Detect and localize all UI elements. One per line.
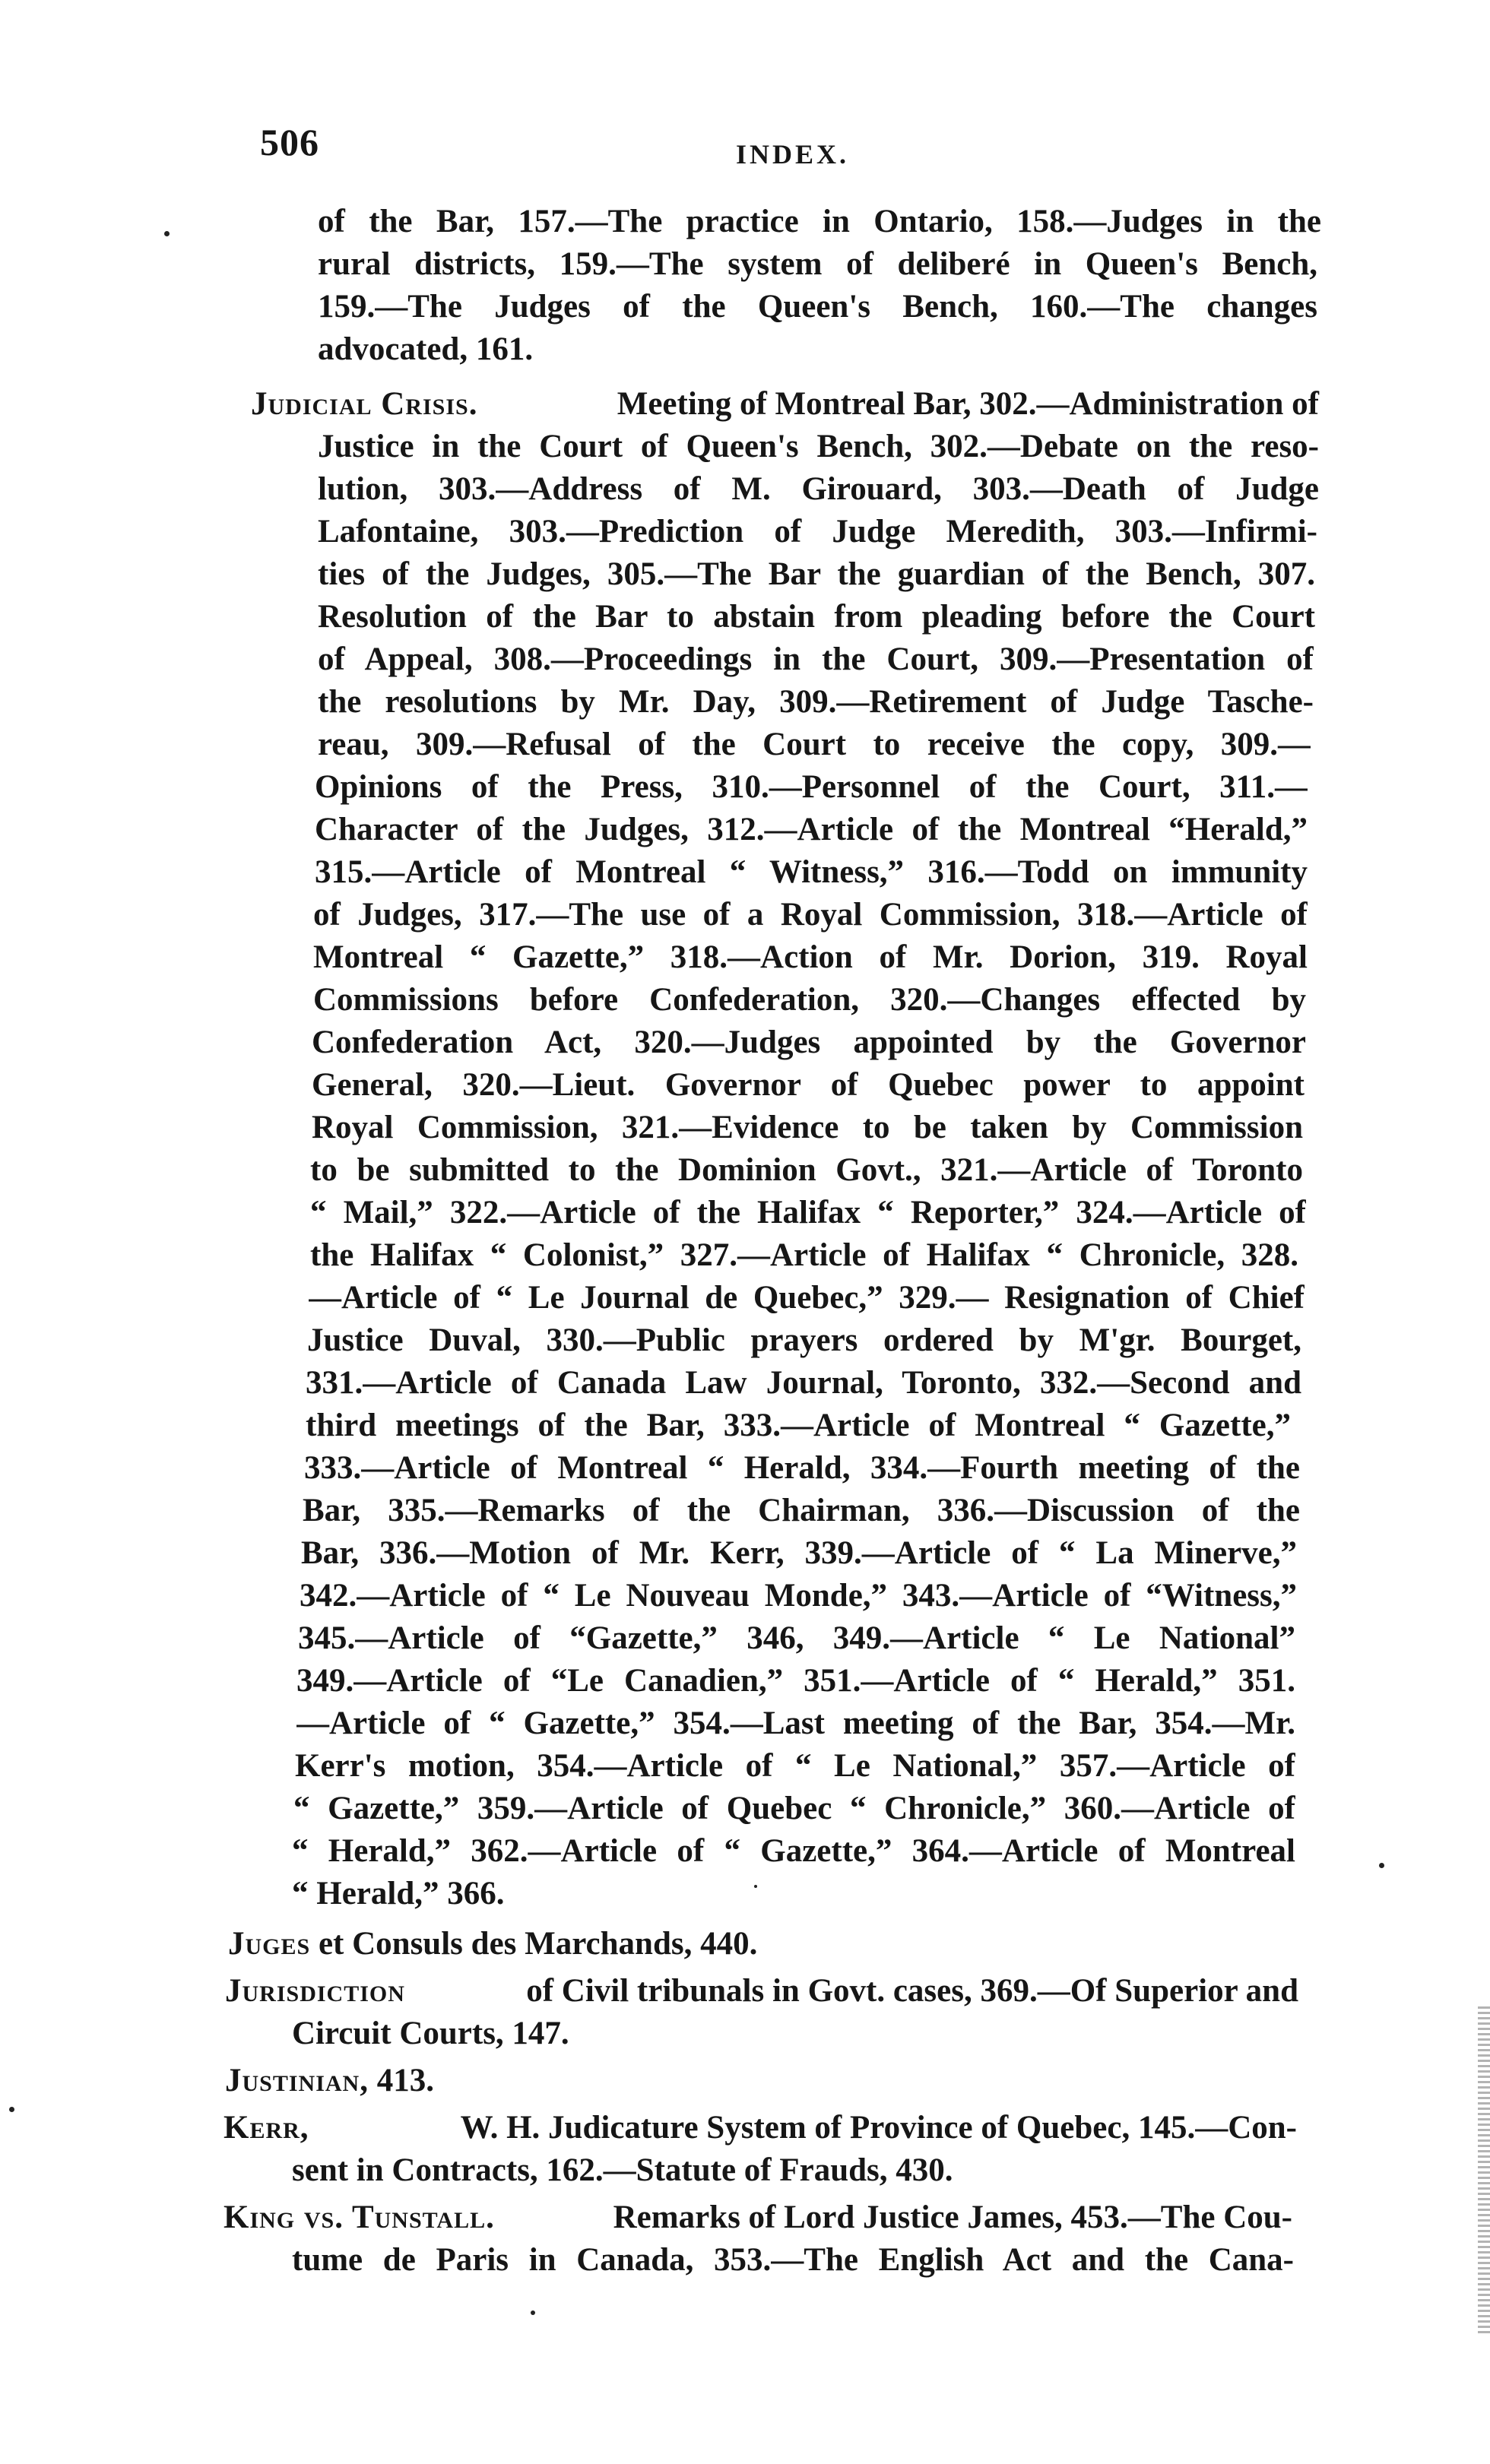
index-line: ties of the Judges, 305.—The Bar the guardian of the Bench, 307.: [318, 556, 1315, 592]
index-line: Kerr's motion, 354.—Article of “ Le National,” 357.—Article of: [295, 1748, 1295, 1784]
index-line: —Article of “ Gazette,” 354.—Last meeting of the Bar, 354.—Mr.: [296, 1705, 1295, 1741]
scan-speck: [531, 2310, 535, 2315]
index-line: the resolutions by Mr. Day, 309.—Retirement of Judge Tasche-: [318, 684, 1314, 720]
index-line: 342.—Article of “ Le Nouveau Monde,” 343.—Article of “Witness,”: [300, 1578, 1297, 1614]
index-entry-kerr: [224, 2108, 1297, 2148]
scan-speck: [754, 1885, 757, 1888]
index-line: —Article of “ Le Journal de Quebec,” 329.— Resignation of Chief: [309, 1280, 1305, 1316]
index-line: W. H. Judicature System of Province of Quebec, 145.—Con-: [460, 2110, 1297, 2146]
index-line: Commissions before Confederation, 320.—Changes effected by: [313, 982, 1306, 1018]
index-entry-juges: [228, 1924, 757, 1964]
index-line: Character of the Judges, 312.—Article of the Montreal “Herald,”: [315, 812, 1308, 847]
index-line: 349.—Article of “Le Canadien,” 351.—Article of “ Herald,” 351.: [296, 1663, 1295, 1699]
index-entry-justinian: [225, 2061, 434, 2101]
index-line: General, 320.—Lieut. Governor of Quebec power to appoint: [312, 1067, 1305, 1103]
entry-heading: King vs. Tunstall.: [224, 2200, 495, 2235]
index-line: of the Bar, 157.—The practice in Ontario, 158.—Judges in the: [318, 204, 1321, 239]
index-line: lution, 303.—Address of M. Girouard, 303.—Death of Judge: [318, 471, 1319, 507]
scan-speck: [1379, 1863, 1384, 1868]
index-entry-judicial-crisis: [251, 385, 1319, 424]
index-line: sent in Contracts, 162.—Statute of Frauds, 430.: [292, 2152, 953, 2188]
index-line: Royal Commission, 321.—Evidence to be taken by Commission: [312, 1110, 1303, 1145]
index-line: third meetings of the Bar, 333.—Article of Montreal “ Gazette,”: [306, 1408, 1291, 1443]
index-line: of Civil tribunals in Govt. cases, 369.—Of Superior and: [526, 1973, 1298, 2009]
index-line: Justice Duval, 330.—Public prayers ordered by M'gr. Bourget,: [307, 1322, 1301, 1358]
index-line: advocated, 161.: [318, 331, 534, 367]
index-line: to be submitted to the Dominion Govt., 321.—Article of Toronto: [310, 1152, 1303, 1188]
index-line: Montreal “ Gazette,” 318.—Action of Mr. Dorion, 319. Royal: [313, 939, 1308, 975]
scan-edge-shadow: [1478, 2006, 1490, 2333]
index-line: of Judges, 317.—The use of a Royal Commission, 318.—Article of: [313, 897, 1308, 933]
index-line: Remarks of Lord Justice James, 453.—The Cou-: [613, 2200, 1292, 2235]
index-line: “ Mail,” 322.—Article of the Halifax “ Reporter,” 324.—Article of: [310, 1195, 1306, 1230]
entry-heading: Juges: [228, 1926, 311, 1962]
entry-heading: Kerr,: [224, 2110, 309, 2146]
entry-heading: Justinian,: [225, 2063, 369, 2098]
index-line: Opinions of the Press, 310.—Personnel of the Court, 311.—: [315, 769, 1308, 805]
index-line: of Appeal, 308.—Proceedings in the Court, 309.—Presentation of: [318, 641, 1314, 677]
index-entry-jurisdiction: [225, 1972, 1298, 2011]
running-head: INDEX.: [736, 139, 850, 169]
index-entry-king-vs-tunstall: [224, 2198, 1292, 2238]
entry-heading: Judicial Crisis.: [251, 386, 478, 422]
index-line: 413.: [376, 2063, 434, 2098]
index-line: 315.—Article of Montreal “ Witness,” 316.—Todd on immunity: [315, 854, 1308, 890]
index-line: reau, 309.—Refusal of the Court to receive the copy, 309.—: [318, 727, 1311, 762]
index-line: 159.—The Judges of the Queen's Bench, 160.—The changes: [318, 289, 1317, 325]
page-number: 506: [260, 121, 319, 163]
index-line: Confederation Act, 320.—Judges appointed by the Governor: [312, 1025, 1306, 1060]
index-line: Bar, 335.—Remarks of the Chairman, 336.—Discussion of the: [303, 1493, 1300, 1528]
index-line: rural districts, 159.—The system of deliberé in Queen's Bench,: [318, 246, 1317, 282]
index-line: Justice in the Court of Queen's Bench, 302.—Debate on the reso-: [318, 429, 1319, 464]
index-line: 331.—Article of Canada Law Journal, Toronto, 332.—Second and: [306, 1365, 1301, 1401]
index-line: “ Gazette,” 359.—Article of Quebec “ Chronicle,” 360.—Article of: [293, 1791, 1295, 1826]
index-line: “ Herald,” 366.: [292, 1876, 505, 1911]
index-line: et Consuls des Marchands, 440.: [318, 1926, 758, 1962]
index-line: Resolution of the Bar to abstain from pleading before the Court: [318, 599, 1315, 635]
index-line: the Halifax “ Colonist,” 327.—Article of Halifax “ Chronicle, 328.: [310, 1237, 1298, 1273]
index-line: Bar, 336.—Motion of Mr. Kerr, 339.—Article of “ La Minerve,”: [301, 1535, 1297, 1571]
scan-speck: [9, 2107, 14, 2112]
index-line: 333.—Article of Montreal “ Herald, 334.—Fourth meeting of the: [304, 1450, 1300, 1486]
index-line: tume de Paris in Canada, 353.—The English Act and the Cana-: [292, 2242, 1294, 2278]
index-line: Circuit Courts, 147.: [292, 2016, 569, 2051]
index-line: “ Herald,” 362.—Article of “ Gazette,” 364.—Article of Montreal: [292, 1833, 1295, 1869]
scan-speck: [164, 231, 170, 236]
index-line: Meeting of Montreal Bar, 302.—Administration of: [617, 386, 1319, 422]
index-line: 345.—Article of “Gazette,” 346, 349.—Article “ Le National”: [298, 1620, 1295, 1656]
entry-heading: Jurisdiction: [225, 1973, 405, 2009]
index-line: Lafontaine, 303.—Prediction of Judge Meredith, 303.—Infirmi-: [318, 514, 1317, 549]
